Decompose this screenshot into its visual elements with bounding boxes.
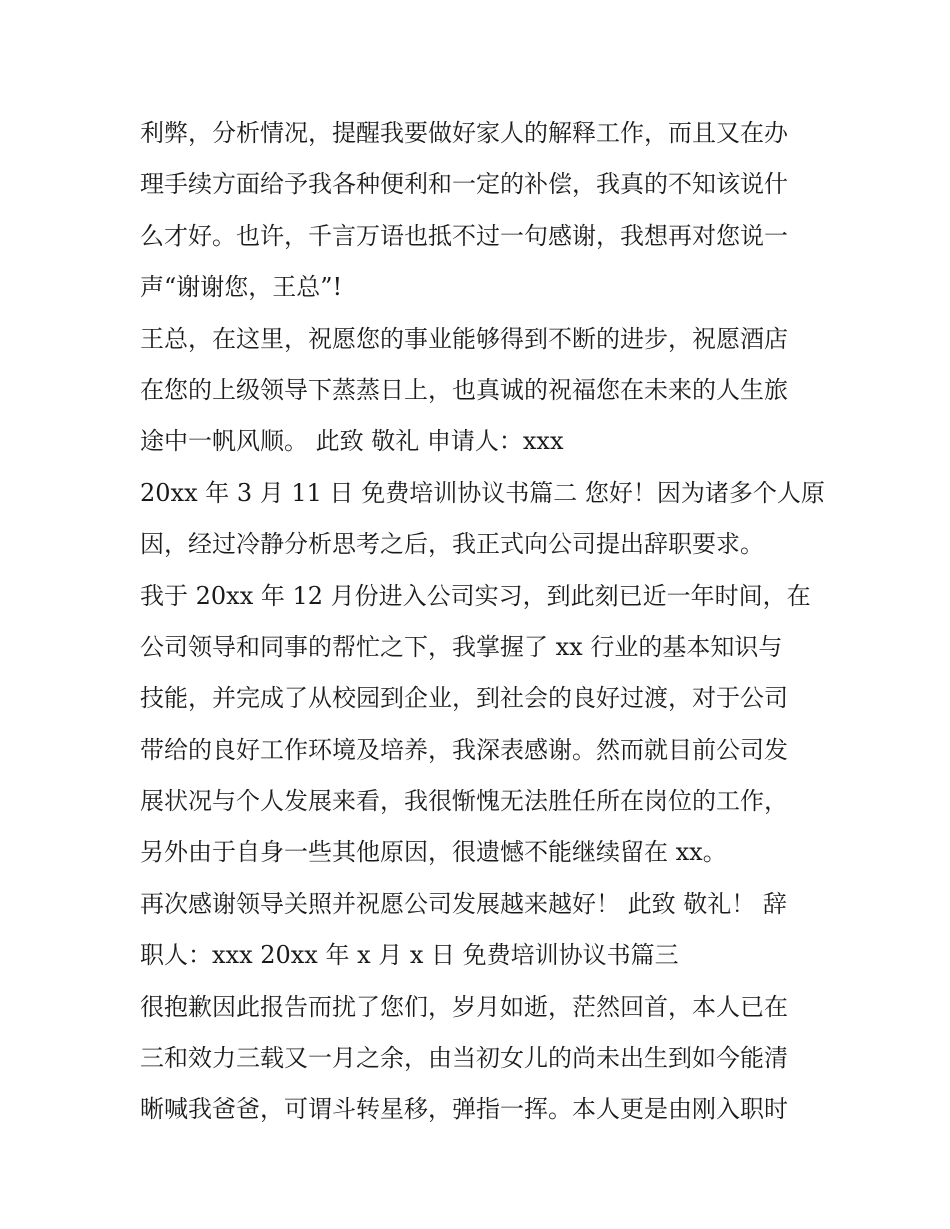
text-line: 技能，并完成了从校园到企业，到社会的良好过渡，对于公司: [140, 684, 788, 713]
text-line: 20xx 年 3 月 11 日 免费培训协议书篇二 您好！因为诸多个人原: [140, 478, 825, 507]
text-line: 晰喊我爸爸，可谓斗转星移，弹指一挥。本人更是由刚入职时: [140, 1095, 788, 1124]
text-line: 职人：xxx 20xx 年 x 月 x 日 免费培训协议书篇三: [140, 941, 679, 970]
text-line: 声“谢谢您，王总”!: [140, 273, 343, 302]
text-line: 很抱歉因此报告而扰了您们，岁月如逝，茫然回首，本人已在: [140, 992, 788, 1021]
document-body: [140, 108, 825, 1136]
text-line: 再次感谢领导关照并祝愿公司发展越来越好！ 此致 敬礼！ 辞: [140, 889, 787, 918]
text-line: 因，经过冷静分析思考之后，我正式向公司提出辞职要求。: [140, 530, 764, 559]
text-line: 另外由于自身一些其他原因，很遗憾不能继续留在 xx。: [140, 838, 727, 867]
text-line: 理手续方面给予我各种便利和一定的补偿，我真的不知该说什: [140, 170, 788, 199]
text-line: 利弊，分析情况，提醒我要做好家人的解释工作，而且又在办: [140, 119, 788, 147]
text-line: 展状况与个人发展来看，我很惭愧无法胜任所在岗位的工作，: [140, 787, 788, 816]
text-line: 公司领导和同事的帮忙之下，我掌握了 xx 行业的基本知识与: [140, 632, 783, 661]
text-line: 带给的良好工作环境及培养，我深表感谢。然而就目前公司发: [140, 735, 788, 764]
text-line: 途中一帆风顺。 此致 敬礼 申请人：xxx: [140, 427, 564, 456]
text-line: 王总，在这里，祝愿您的事业能够得到不断的进步，祝愿酒店: [140, 324, 788, 353]
text-line: 三和效力三载又一月之余，由当初女儿的尚未出生到如今能清: [140, 1044, 788, 1073]
text-line: 我于 20xx 年 12 月份进入公司实习，到此刻已近一年时间，在: [140, 581, 811, 610]
text-line: 在您的上级领导下蒸蒸日上，也真诚的祝福您在未来的人生旅: [140, 375, 788, 404]
text-line: 么才好。也许，千言万语也抵不过一句感谢，我想再对您说一: [140, 221, 788, 250]
